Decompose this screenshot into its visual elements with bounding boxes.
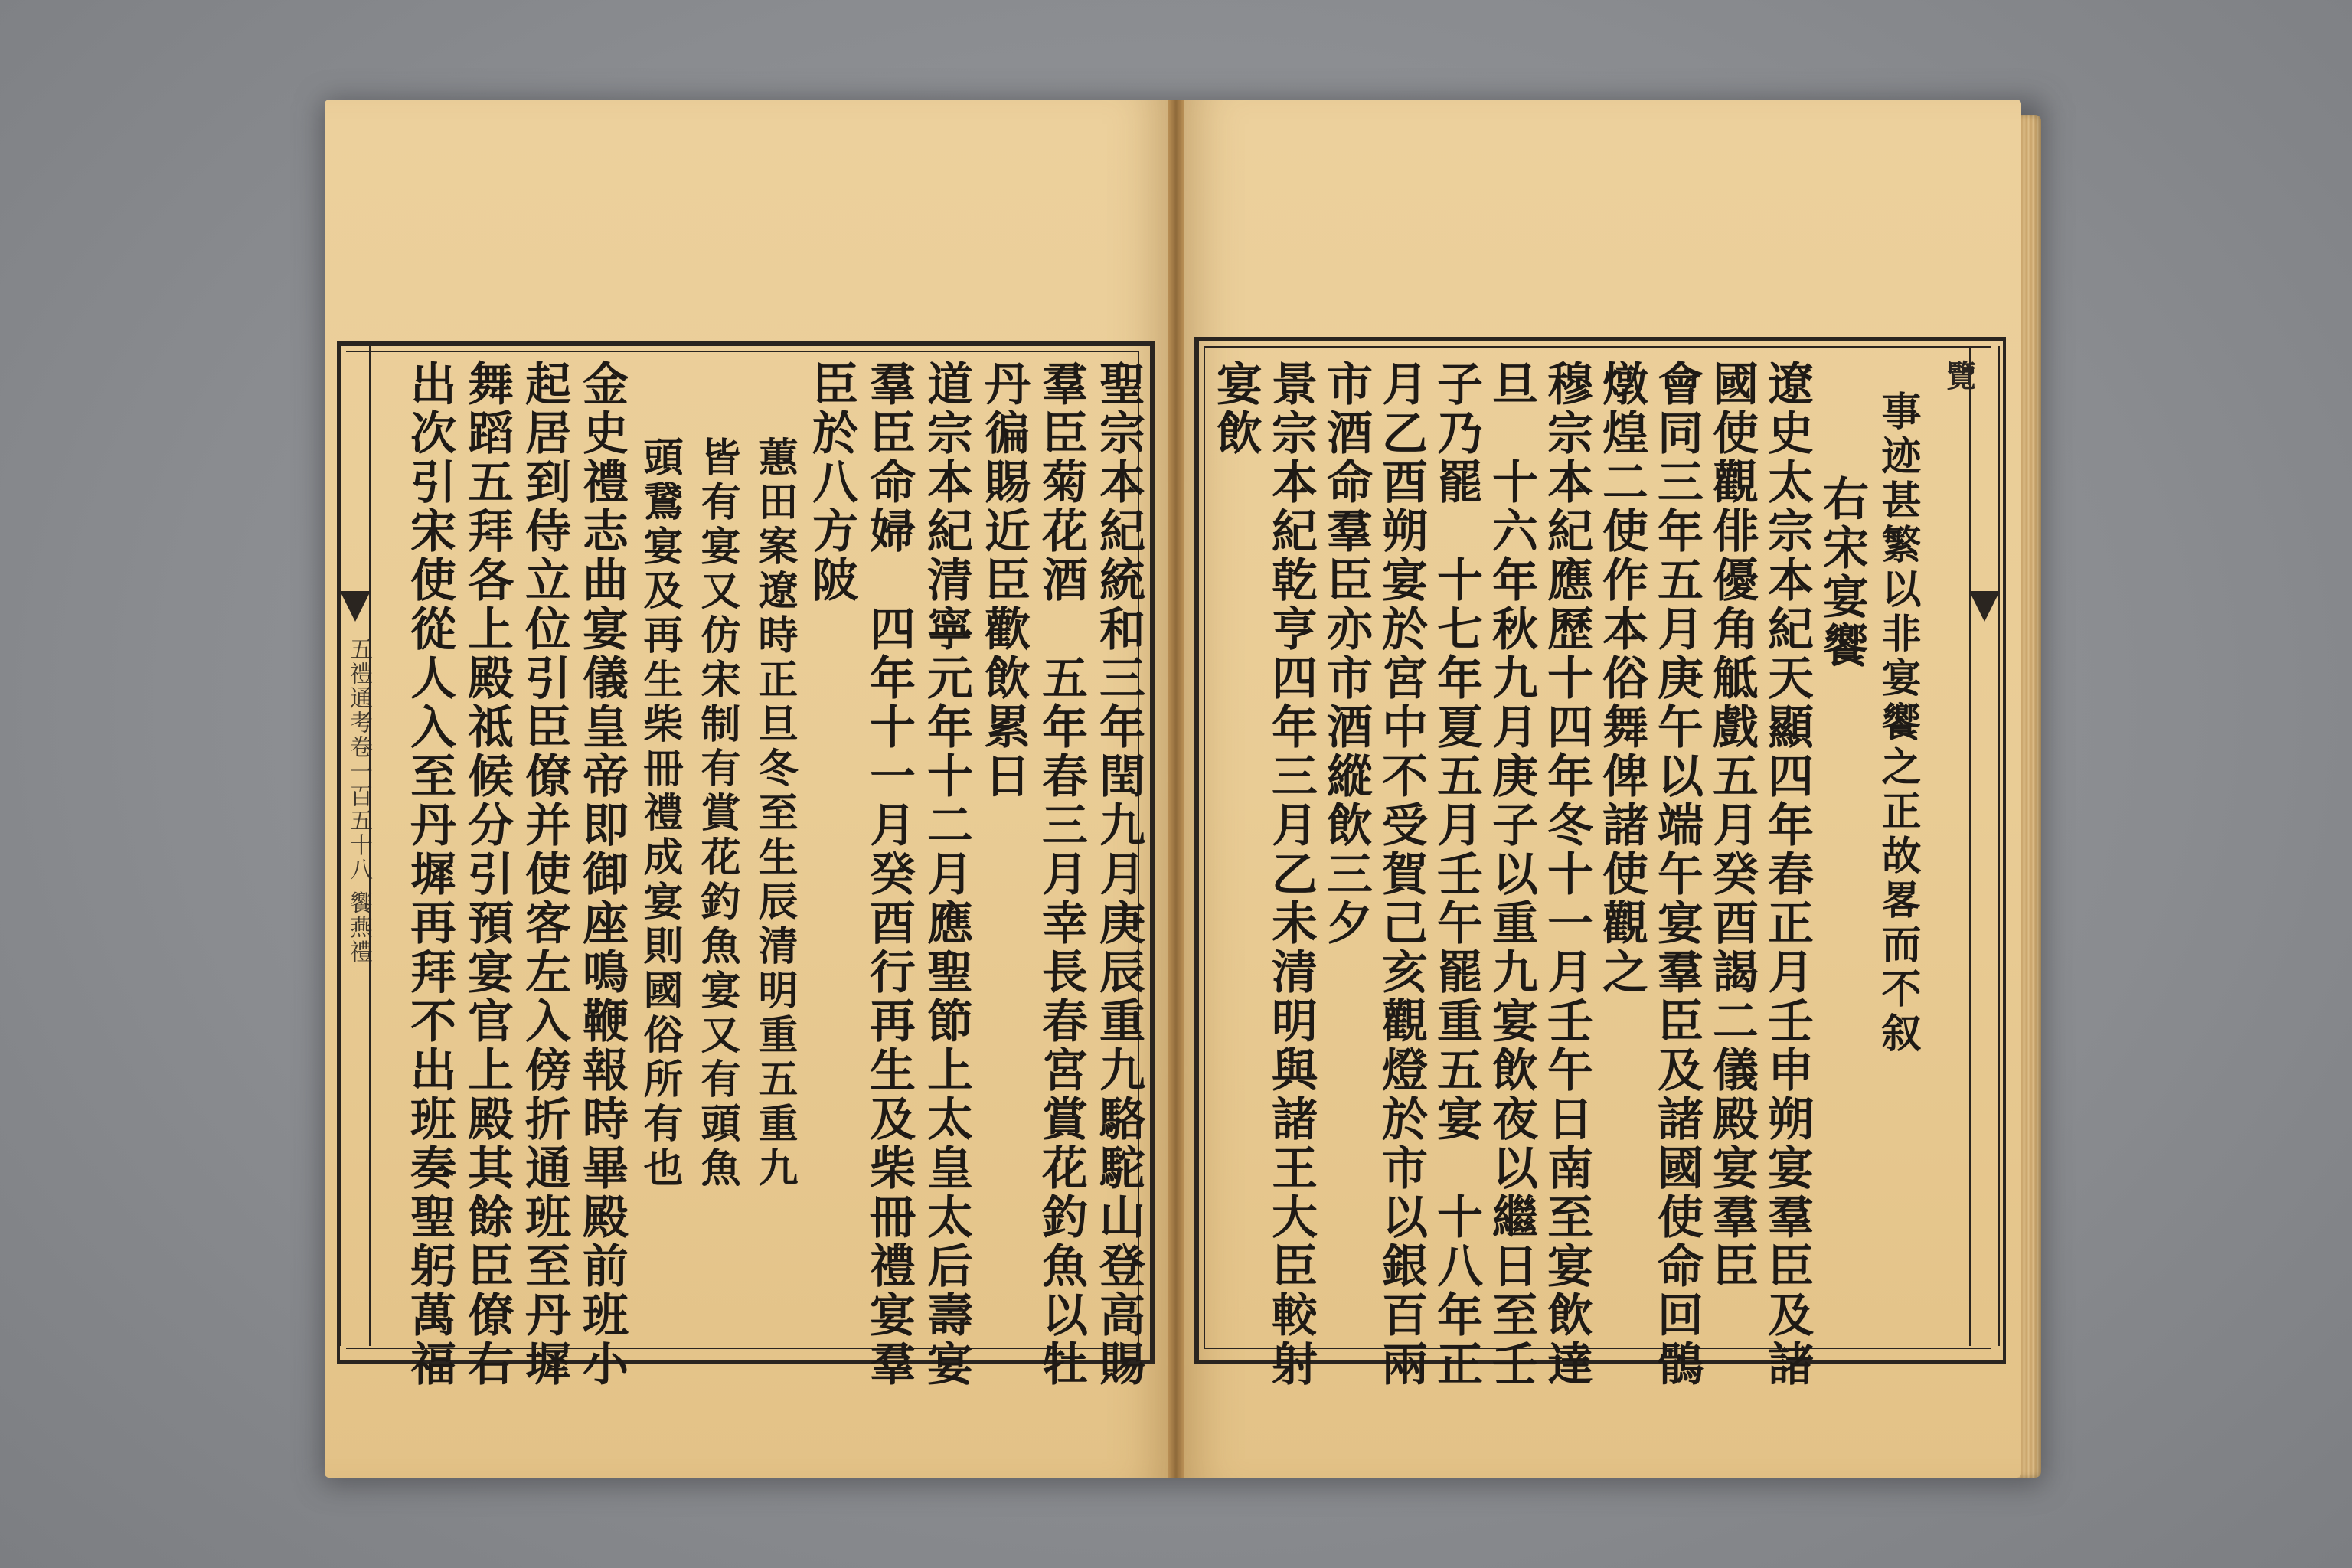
top-mark: 覽 bbox=[1941, 360, 1977, 390]
fishtail-mark bbox=[1969, 591, 2000, 622]
left-banxin bbox=[340, 346, 371, 1346]
text-column: 事迹甚繁以非宴饗之正故畧而不叙 bbox=[1874, 390, 1921, 1057]
text-column: 月乙酉朔宴於宮中不受賀己亥觀燈於市以銀百兩 bbox=[1374, 360, 1428, 1389]
text-column: 穆宗本紀應歷十四年冬十一月壬午日南至宴飲達 bbox=[1540, 360, 1593, 1389]
text-column: 丹徧賜近臣歡飲累日 bbox=[977, 360, 1031, 801]
text-column: 市酒命羣臣亦市酒縱飲三夕 bbox=[1319, 360, 1373, 948]
text-column: 子乃罷 十七年夏五月壬午罷重五宴 十八年正 bbox=[1429, 360, 1483, 1389]
text-column: 羣臣菊花酒 五年春三月幸長春宮賞花釣魚以牡 bbox=[1034, 360, 1088, 1389]
fishtail-mark bbox=[340, 591, 371, 622]
text-column: 遼史太宗本紀天顯四年春正月壬申朔宴羣臣及諸 bbox=[1760, 360, 1814, 1389]
text-column: 羣臣命婦 四年十一月癸酉行再生及柴冊禮宴羣 bbox=[862, 360, 916, 1389]
right-banxin bbox=[1969, 346, 2000, 1346]
book-gutter bbox=[1168, 100, 1184, 1478]
text-column: 景宗本紀乾亨四年三月乙未清明與諸王大臣較射 bbox=[1264, 360, 1318, 1389]
text-column: 出次引宋使從人入至丹墀再拜不出班奏聖躬萬福 bbox=[403, 360, 456, 1389]
text-column: 起居到侍立位引臣僚并使客左入傍折通班至丹墀 bbox=[518, 360, 571, 1389]
text-column: 臣於八方陂 bbox=[805, 360, 858, 605]
text-column: 國使觀俳優角觝戲五月癸酉謁二儀殿宴羣臣 bbox=[1705, 360, 1759, 1291]
text-column: 蕙田案遼時正旦冬至生辰清明重五重九 bbox=[751, 436, 798, 1191]
text-column: 會同三年五月庚午以端午宴羣臣及諸國使命回鶻 bbox=[1650, 360, 1704, 1389]
text-column: 皆有宴又仿宋制有賞花釣魚宴又有頭魚 bbox=[694, 436, 740, 1191]
banxin-title: 五禮通考卷一百五十八 饗燕禮 bbox=[345, 637, 372, 965]
text-column: 聖宗本紀統和三年閏九月庚辰重九駱駝山登高賜 bbox=[1092, 360, 1145, 1389]
text-column: 舞蹈五拜各上殿祗候分引預宴官上殿其餘臣僚右 bbox=[460, 360, 514, 1389]
text-column: 道宗本紀清寧元年十二月應聖節上太皇太后壽宴 bbox=[920, 360, 973, 1389]
text-column: 旦 十六年秋九月庚子以重九宴飲夜以繼日至壬 bbox=[1485, 360, 1538, 1389]
text-column: 頭鵞宴及再生柴冊禮成宴則國俗所有也 bbox=[636, 436, 683, 1191]
text-column: 金史禮志曲宴儀皇帝即御座鳴鞭報時畢殿前班小 bbox=[575, 360, 629, 1389]
text-column: 宴飲 bbox=[1209, 360, 1263, 458]
text-column: 燉煌二使作本俗舞俾諸使觀之 bbox=[1595, 360, 1648, 997]
text-column: 右宋宴饗 bbox=[1815, 475, 1869, 671]
